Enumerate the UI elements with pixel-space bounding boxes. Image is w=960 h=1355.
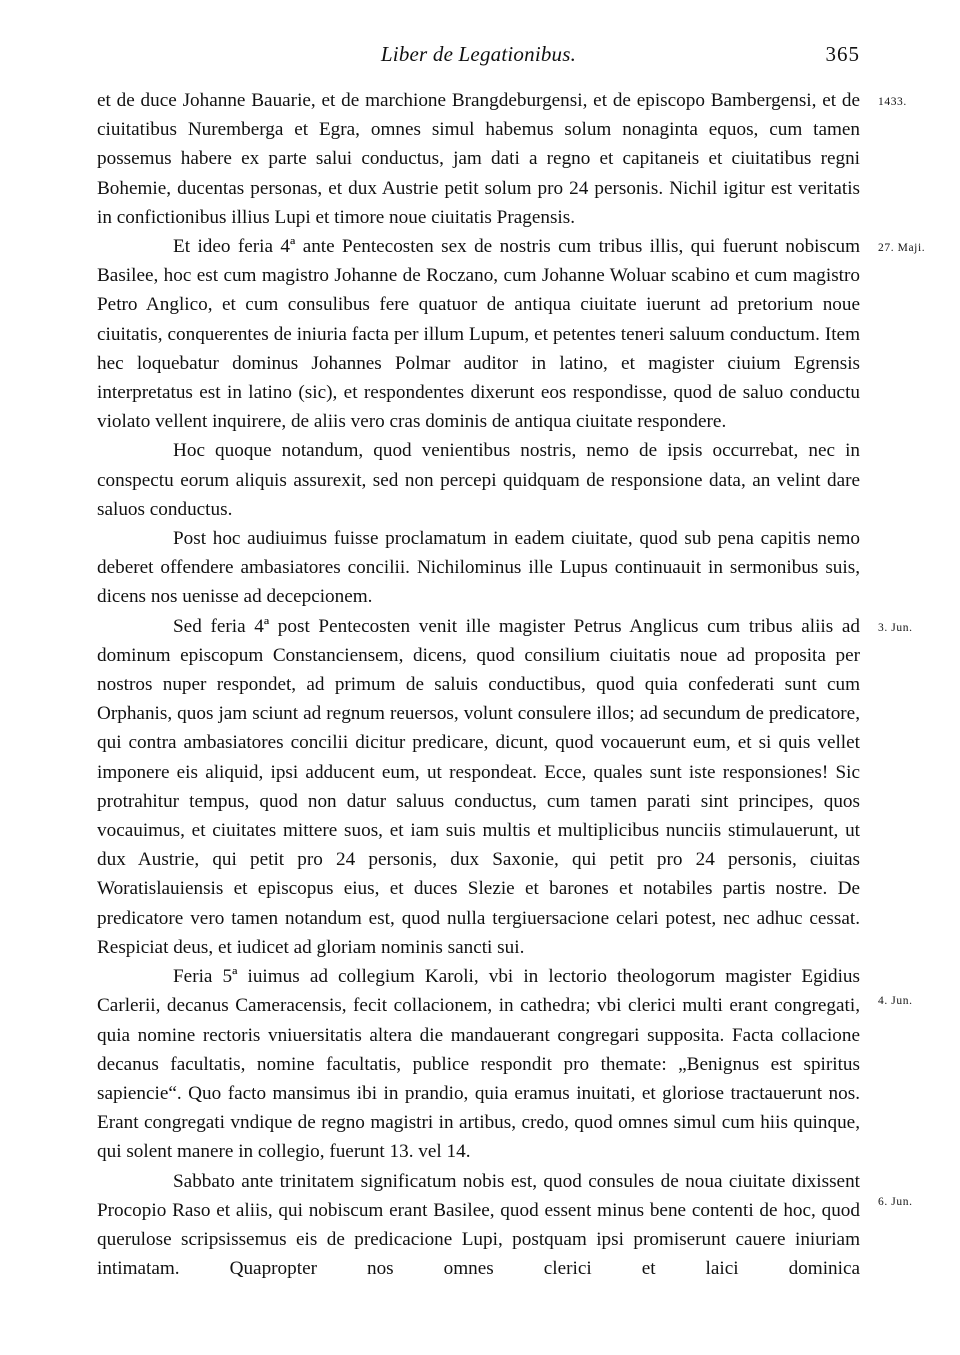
page-number: 365 — [825, 42, 860, 66]
paragraph: Sed feria 4ª post Pentecosten venit ille magister Petrus Anglicus cum tribus aliis ad dominum episcopum Constanciensem, dicens, quod consilium ciuitatis noue ad proposita per nostros nuper respondet, ad primum de saluis conductibus, quod quia confederati sunt cum Orphanis, quos jam sciunt ad regnum reuersos, volunt consulere illos; ad secundum de predicatore, qui contra ambasiatores concilii dicitur predicare, dicunt, quod vocauerunt eum, et si quis vellet imponere eis aliquid, ipsi adducent eum, ut respondeat. Ecce, quales sunt iste responsiones! Sic protrahitur tempus, quod non datur saluus conductus, cum tamen parati sint principes, quos vocauimus, et ciuitates mittere suos, et iam suis multis et multiplicibus nunciis stimulauerunt, ut dux Austrie, qui petit pro 24 personis, dux Saxonie, qui petit pro 24 personis, ciuitas Woratislauiensis et episcopus eius, et duces Slezie et barones et notabiles partis nostre. De predicatore vero tamen notandum est, quod nulla tergiuersacione celari potest, nec adhuc cessat. Respiciat deus, et iudicet ad gloriam nominis sancti sui. — [97, 615, 860, 958]
margin-note-date: 3. Jun. — [878, 622, 913, 634]
paragraph: Sabbato ante trinitatem significatum nobis est, quod consules de noua ciuitate dixissent Procopio Raso et aliis, qui nobiscum erant Basilee, quod essent minus bene contenti de hoc, quod querulose scripsissemus eis de predicacione Lupi, postquam ipsi promiserunt cauere iniuriam intimatam. Quapropter nos omnes clerici et laici dominica — [97, 1170, 860, 1280]
margin-note-date: 4. Jun. — [878, 995, 913, 1007]
paragraph: Post hoc audiuimus fuisse proclamatum in eadem ciuitate, quod sub pena capitis nemo deberet offendere ambasiatores concilii. Nichilominus ille Lupus continuauit in sermonibus suis, dicens nos uenisse ad decepcionem. — [97, 528, 860, 608]
paragraph: et de duce Johanne Bauarie, et de marchione Brangdeburgensi, et de episcopo Bambergensi, et de ciuitatibus Nuremberga et Egra, omnes simul habemus solum nonaginta equos, cum tamen possemus habere ex parte salui conductus, jam dati a regno et capitaneis et ciuitatibus regni Bohemie, ducentas personas, et dux Austrie petit solum pro 24 personis. Nichil igitur est veritatis in confictionibus illius Lupi et timore noue ciuitatis Pragensis. — [97, 90, 860, 228]
page-header — [97, 42, 860, 74]
margin-note-year: 1433. — [878, 96, 907, 108]
paragraph: Hoc quoque notandum, quod venientibus nostris, nemo de ipsis occurrebat, nec in conspectu eorum aliquis assurexit, sed non percepi quidquam de responsione data, an velint dare saluos conductus. — [97, 440, 860, 520]
text-column — [97, 86, 860, 1283]
paragraph: Et ideo feria 4ª ante Pentecosten sex de nostris cum tribus illis, qui fuerunt nobiscum Basilee, hoc est cum magistro Johanne de Roczano, cum Johanne Woluar scabino et cum magistro Petro Anglico, et cum consulibus fere quatuor de antiqua ciuitate iuerunt ad pretorium noue ciuitatis, conquerentes de iniuria facta per illum Lupum, et petentes teneri saluum conductum. Item hec loquebatur dominus Johannes Polmar auditor in latino, et magister ciuium Egrensis interpretatus est in latino (sic), et respondentes dixerunt eos respondisse, quod de saluo conductu violato vellent inquirere, de aliis vero cras dominis de antiqua ciuitate respondere. — [97, 236, 860, 433]
margin-note-date: 27. Maji. — [878, 242, 926, 254]
paragraph: Feria 5ª iuimus ad collegium Karoli, vbi in lectorio theologorum magister Egidius Carlerii, decanus Cameracensis, fecit collacionem, in cathedra; vbi clerici multi erant congregati, quia nomine rectoris vniuersitatis altera die mandauerant congregari supposita. Facta collacione decanus facultatis, nomine facultatis, publice respondit pro themate: „Benignus est spiritus sapiencie“. Quo facto mansimus ibi in prandio, quia eramus inuitati, et gloriose tractauerunt nos. Erant congregati vndique de regno magistri in artibus, credo, quod omnes simul cum hiis quinque, qui solent manere in collegio, fuerunt 13. vel 14. — [97, 966, 860, 1163]
margin-note-date: 6. Jun. — [878, 1196, 913, 1208]
running-title: Liber de Legationibus. — [380, 42, 577, 66]
